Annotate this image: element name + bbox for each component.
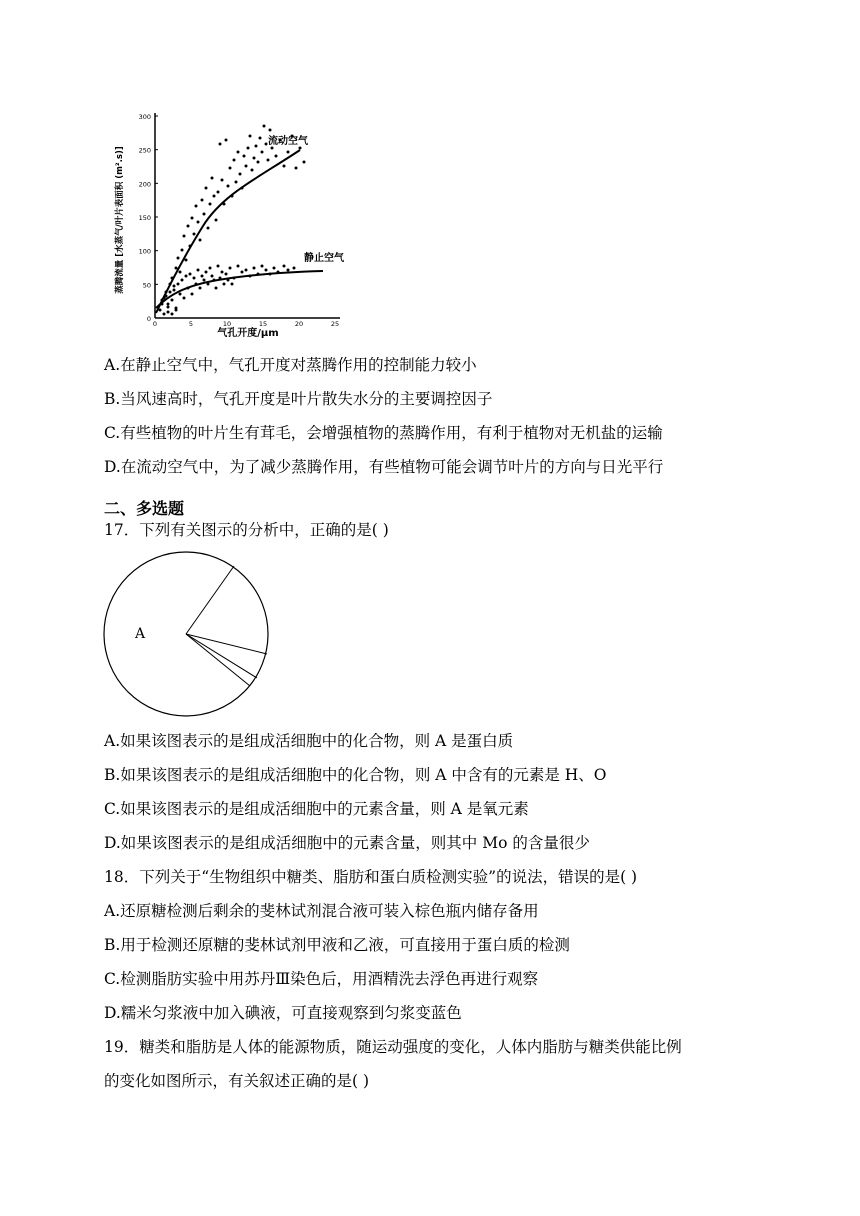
- q16-option-b: B.当风速高时，气孔开度是叶片散失水分的主要调控因子: [104, 390, 493, 408]
- scatter-point: [177, 283, 180, 286]
- y-tick-label: 300: [138, 113, 151, 121]
- scatter-point: [251, 169, 254, 172]
- scatter-point: [221, 271, 224, 274]
- scatter-point: [191, 293, 194, 296]
- scatter-point: [243, 155, 246, 158]
- scatter-point: [223, 283, 226, 286]
- scatter-point: [175, 267, 178, 270]
- scatter-point: [203, 279, 206, 282]
- scatter-point: [229, 167, 232, 170]
- y-tick-label: 200: [138, 180, 151, 189]
- scatter-point: [273, 267, 276, 270]
- y-tick-label: 150: [138, 214, 151, 222]
- scatter-point: [237, 151, 240, 154]
- x-tick-label: 10: [222, 320, 232, 328]
- scatter-point: [193, 277, 196, 280]
- scatter-point: [205, 187, 208, 190]
- x-axis-label: 气孔开度/μm: [217, 328, 279, 339]
- scatter-point: [293, 267, 296, 270]
- scatter-point: [173, 289, 176, 292]
- x-tick-label: 20: [294, 320, 304, 328]
- scatter-point: [257, 161, 260, 164]
- q16-option-d: D.在流动空气中，为了减少蒸腾作用，有些植物可能会调节叶片的方向与日光平行: [104, 458, 664, 476]
- scatter-point: [187, 225, 190, 228]
- scatter-point: [209, 203, 212, 206]
- q17-option-d: D.如果该图表示的是组成活细胞中的元素含量，则其中 Mo 的含量很少: [104, 834, 590, 852]
- scatter-point: [283, 265, 286, 268]
- scatter-point: [283, 165, 286, 168]
- x-tick-label: 15: [258, 320, 268, 328]
- section-heading-multiple-choice: 二、多选题: [104, 499, 185, 518]
- scatter-point: [263, 125, 266, 128]
- scatter-point: [235, 181, 238, 184]
- scatter-point: [215, 219, 218, 222]
- scatter-point: [191, 217, 194, 220]
- x-tick-label: 5: [188, 320, 194, 328]
- q18-option-d: D.糯米匀浆液中加入碘液，可直接观察到匀浆变蓝色: [104, 1004, 462, 1022]
- scatter-point: [169, 291, 172, 294]
- scatter-point: [181, 279, 184, 282]
- scatter-point: [167, 311, 170, 314]
- scatter-point: [295, 167, 298, 170]
- scatter-point: [269, 129, 272, 132]
- q17-stem: 17．下列有关图示的分析中，正确的是( ): [104, 521, 389, 539]
- scatter-point: [205, 271, 208, 274]
- scatter-point: [197, 269, 200, 272]
- scatter-point: [267, 159, 270, 162]
- scatter-point: [229, 267, 232, 270]
- scatter-point: [173, 285, 176, 288]
- scatter-point: [193, 233, 196, 236]
- scatter-point: [179, 293, 182, 296]
- scatter-point: [261, 265, 264, 268]
- scatter-point: [275, 155, 278, 158]
- q18-option-b: B.用于检测还原糖的斐林试剂甲液和乙液，可直接用于蛋白质的检测: [104, 936, 570, 954]
- scatter-point: [231, 283, 234, 286]
- scatter-point: [219, 143, 222, 146]
- scatter-point: [237, 265, 240, 268]
- series-label-still-air: 静止空气: [304, 253, 344, 264]
- scatter-point: [207, 227, 210, 230]
- scatter-point: [261, 151, 264, 154]
- moving-air-curve: [156, 150, 300, 313]
- scatter-point: [213, 195, 216, 198]
- scatter-point: [203, 213, 206, 216]
- scatter-point: [199, 239, 202, 242]
- scatter-point: [265, 269, 268, 272]
- scatter-point: [189, 273, 192, 276]
- x-tick-label: 0: [152, 320, 158, 328]
- scatter-point: [225, 273, 228, 276]
- pie-chart: [102, 550, 272, 722]
- q19-stem-line2: 的变化如图所示，有关叙述正确的是( ): [104, 1072, 370, 1090]
- still-air-curve: [156, 271, 323, 308]
- scatter-point: [239, 173, 242, 176]
- q16-option-c: C.有些植物的叶片生有茸毛，会增强植物的蒸腾作用，有利于植物对无机盐的运输: [104, 424, 663, 442]
- scatter-point: [163, 313, 166, 316]
- scatter-point: [179, 271, 182, 274]
- scatter-point: [201, 199, 204, 202]
- y-axis-label: 蒸腾流量 [水蒸气/叶片表面积 (m².s)]: [115, 146, 125, 294]
- transpiration-chart: [108, 108, 348, 343]
- scatter-point: [183, 235, 186, 238]
- scatter-point: [255, 145, 258, 148]
- scatter-point: [167, 306, 170, 309]
- scatter-point: [287, 151, 290, 154]
- scatter-point: [303, 161, 306, 164]
- scatter-point: [177, 257, 180, 260]
- x-tick-label: 25: [330, 320, 340, 328]
- q16-option-a: A.在静止空气中，气孔开度对蒸腾作用的控制能力较小: [104, 356, 477, 374]
- scatter-point: [227, 185, 230, 188]
- scatter-point: [211, 275, 214, 278]
- q17-option-c: C.如果该图表示的是组成活细胞中的元素含量，则 A 是氧元素: [104, 800, 529, 818]
- scatter-point: [215, 287, 218, 290]
- q18-option-a: A.还原糖检测后剩余的斐林试剂混合液可装入棕色瓶内储存备用: [104, 902, 539, 920]
- y-tick-label: 250: [138, 146, 151, 155]
- scatter-point: [195, 205, 198, 208]
- q18-stem: 18．下列关于“生物组织中糖类、脂肪和蛋白质检测实验”的说法，错误的是( ): [104, 868, 638, 886]
- scatter-point: [217, 265, 220, 268]
- scatter-point: [287, 269, 290, 272]
- q19-stem-line1: 19．糖类和脂肪是人体的能源物质，随运动强度的变化，人体内脂肪与糖类供能比例: [104, 1038, 682, 1056]
- scatter-point: [259, 137, 262, 140]
- scatter-point: [175, 309, 178, 312]
- q18-option-c: C.检测脂肪实验中用苏丹Ⅲ染色后，用酒精洗去浮色再进行观察: [104, 970, 539, 988]
- scatter-point: [221, 179, 224, 182]
- y-tick-label: 0: [146, 315, 151, 323]
- y-tick-label: 50: [142, 281, 151, 290]
- scatter-point: [211, 177, 214, 180]
- scatter-point: [181, 249, 184, 252]
- scatter-point: [209, 267, 212, 270]
- scatter-point: [217, 191, 220, 194]
- scatter-point: [241, 271, 244, 274]
- q17-option-a: A.如果该图表示的是组成活细胞中的化合物，则 A 是蛋白质: [104, 732, 514, 750]
- scatter-point: [253, 157, 256, 160]
- scatter-point: [167, 303, 170, 306]
- scatter-point: [185, 275, 188, 278]
- scatter-point: [253, 267, 256, 270]
- pie-label-a: A: [135, 626, 146, 642]
- y-tick-label: 100: [138, 247, 151, 256]
- scatter-point: [197, 221, 200, 224]
- scatter-point: [199, 287, 202, 290]
- scatter-point: [171, 299, 174, 302]
- scatter-point: [183, 297, 186, 300]
- q17-option-b: B.如果该图表示的是组成活细胞中的化合物，则 A 中含有的元素是 H、O: [104, 766, 607, 784]
- series-label-moving-air: 流动空气: [268, 136, 308, 147]
- scatter-point: [245, 165, 248, 168]
- scatter-point: [171, 313, 174, 316]
- scatter-point: [247, 147, 250, 150]
- scatter-point: [201, 275, 204, 278]
- scatter-point: [225, 139, 228, 142]
- scatter-point: [249, 135, 252, 138]
- scatter-point: [245, 269, 248, 272]
- scatter-point: [185, 259, 188, 262]
- scatter-point: [233, 159, 236, 162]
